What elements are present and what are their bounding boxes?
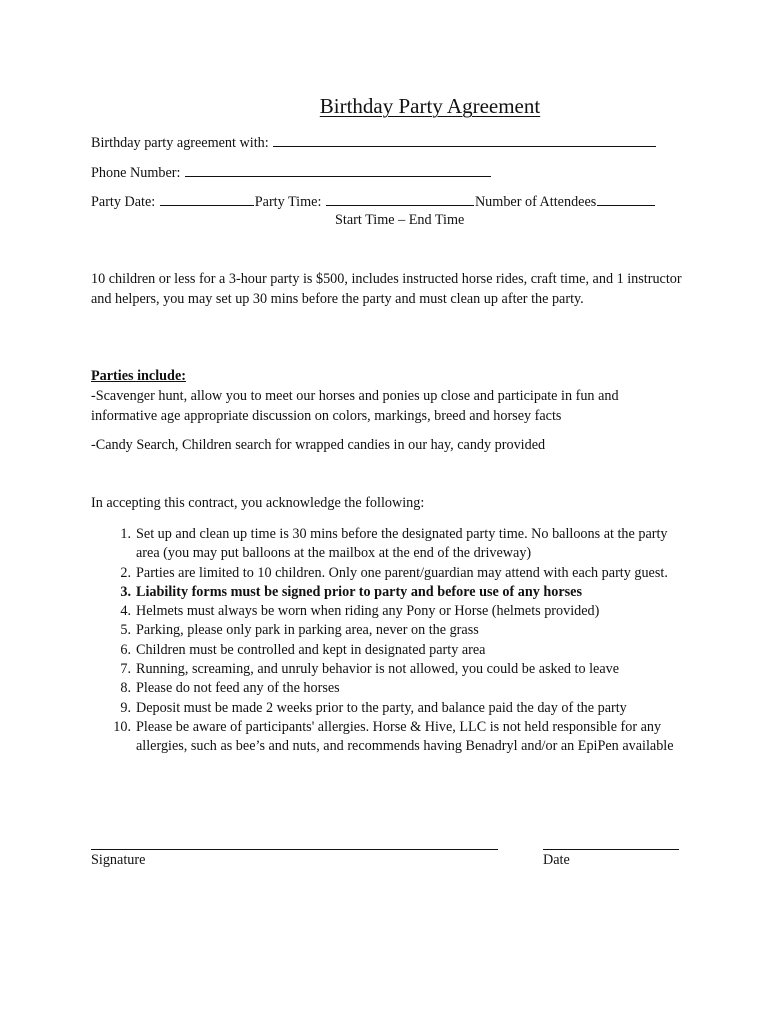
rule-text: Deposit must be made 2 weeks prior to the party, and balance paid the day of the party (136, 699, 627, 716)
parties-include-heading (91, 367, 691, 387)
scavenger-hunt-text: -Scavenger hunt, allow you to meet our horses and ponies up close and participate in fun and informative age appropriate discussion on colors, markings, breed and horsey facts (91, 388, 619, 424)
rules-list (91, 525, 681, 757)
date-label: Date (543, 852, 570, 868)
party-date-time-row (91, 191, 656, 212)
rule-text: Set up and clean up time is 30 mins before the designated party time. No balloons at the party area (you may put balloons at the mailbox at the end of the driveway) (136, 526, 668, 562)
agreement-with-label: Birthday party agreement with: (91, 135, 269, 151)
rule-number: 5. (120, 622, 131, 639)
rule-item (91, 583, 681, 602)
rule-number: 6. (120, 641, 131, 658)
parties-include-title: Parties include: (91, 368, 186, 384)
phone-label: Phone Number: (91, 165, 181, 181)
rule-item (91, 602, 681, 621)
phone-row (91, 162, 492, 183)
attendees-label: Number of Attendees (474, 194, 597, 210)
rule-number: 2. (120, 564, 131, 581)
rule-number: 7. (120, 661, 131, 678)
rule-number: 1. (120, 526, 131, 542)
party-time-field[interactable] (326, 191, 474, 206)
rule-text: Helmets must always be worn when riding any Pony or Horse (helmets provided) (136, 603, 600, 620)
rule-number: 4. (120, 603, 131, 620)
rule-number: 10. (113, 718, 131, 735)
rule-item (91, 699, 681, 718)
rule-item (91, 621, 681, 640)
rule-item (91, 660, 681, 679)
signature-field[interactable] (91, 849, 498, 850)
rule-text: Parking, please only park in parking area, never on the grass (136, 622, 479, 639)
rule-text: Please do not feed any of the horses (136, 680, 340, 697)
agreement-with-row (91, 132, 657, 153)
rule-text: Running, screaming, and unruly behavior is not allowed, you could be asked to leave (136, 661, 620, 678)
rule-number: 9. (120, 699, 131, 716)
signature-label: Signature (91, 852, 146, 868)
phone-field[interactable] (185, 162, 491, 177)
party-time-label: Party Time: (254, 194, 322, 210)
rule-item (91, 525, 681, 564)
time-hint: Start Time – End Time (335, 212, 465, 228)
rule-item (91, 641, 681, 660)
rule-number: 8. (120, 680, 131, 697)
party-date-label: Party Date: (91, 194, 156, 210)
rule-text: Children must be controlled and kept in designated party area (136, 641, 486, 658)
rule-item (91, 564, 681, 583)
rule-text: Liability forms must be signed prior to party and before use of any horses (136, 583, 582, 600)
rule-item (91, 718, 681, 757)
rule-number: 3. (120, 583, 131, 600)
candy-search-text: -Candy Search, Children search for wrapped candies in our hay, candy provided (91, 437, 546, 453)
rule-text: Parties are limited to 10 children. Only one parent/guardian may attend with each party guest. (136, 564, 668, 581)
date-field[interactable] (543, 849, 679, 850)
document-title: Birthday Party Agreement (319, 94, 541, 118)
party-date-field[interactable] (160, 191, 254, 206)
agreement-with-field[interactable] (273, 132, 656, 147)
pricing-paragraph: 10 children or less for a 3-hour party is $500, includes instructed horse rides, craft time, and 1 instructor and helpers, you may set up 30 mins before the party and must clean up after the party. (91, 271, 682, 307)
attendees-field[interactable] (597, 191, 655, 206)
rule-text: Please be aware of participants' allergies. Horse & Hive, LLC is not held responsible for any allergies, such as bee’s and nuts, and recommends having Benadryl and/or an EpiPen available (136, 718, 674, 755)
acknowledge-intro: In accepting this contract, you acknowledge the following: (91, 495, 425, 511)
rule-item (91, 679, 681, 698)
